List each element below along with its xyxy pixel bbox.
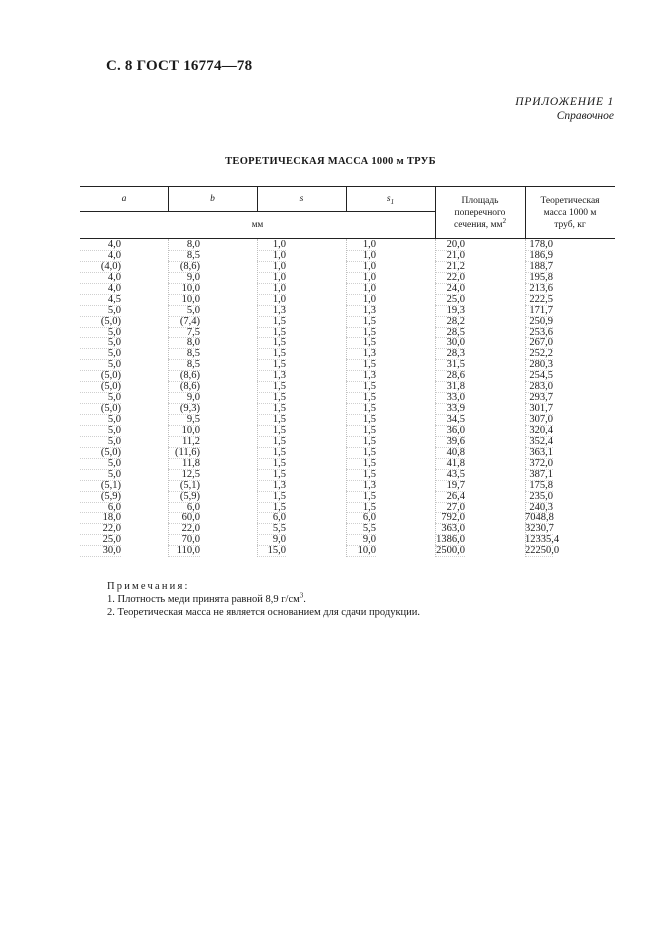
cell-area: 27,0 — [435, 502, 465, 514]
table-row — [80, 469, 615, 480]
table-row — [80, 512, 615, 523]
cell-mass: 235,0 — [525, 491, 553, 503]
cell-b: 9,0 — [168, 392, 200, 404]
cell-area: 25,0 — [435, 294, 465, 306]
cell-b: 5,0 — [168, 305, 200, 317]
cell-mass: 3230,7 — [525, 523, 554, 535]
table-row — [80, 502, 615, 513]
cell-mass: 175,8 — [525, 480, 553, 492]
column-header-s: s — [299, 194, 304, 204]
cell-s: 1,5 — [257, 337, 286, 349]
cell-s1: 1,0 — [346, 250, 376, 262]
cell-b: 6,0 — [168, 502, 200, 514]
note-1-sup: 3 — [299, 591, 304, 600]
cell-b: (5,1) — [168, 480, 200, 492]
table-row — [80, 250, 615, 261]
cell-b: 70,0 — [168, 534, 200, 546]
table-row — [80, 491, 615, 502]
cell-mass: 195,8 — [525, 272, 553, 284]
cell-area: 2500,0 — [436, 545, 465, 557]
cell-s: 1,5 — [257, 392, 286, 404]
table-row — [80, 447, 615, 458]
cell-mass: 293,7 — [525, 392, 553, 404]
column-header-s1: $s_1$ — [386, 194, 395, 206]
cell-s: 1,0 — [257, 261, 286, 273]
cell-a: 5,0 — [80, 414, 121, 426]
cell-s1: 1,5 — [346, 392, 376, 404]
cell-b: 60,0 — [168, 512, 200, 524]
area-column-header — [435, 187, 525, 238]
cell-b: 10,0 — [168, 294, 200, 306]
cell-s: 6,0 — [257, 512, 286, 524]
cell-area: 33,9 — [435, 403, 465, 415]
cell-s: 1,0 — [257, 272, 286, 284]
cell-a: 4,5 — [80, 294, 121, 306]
mass-column-header — [525, 187, 615, 238]
cell-mass: 254,5 — [525, 370, 553, 382]
table-header — [80, 186, 615, 239]
cell-a: (5,0) — [80, 447, 121, 459]
table-row — [80, 261, 615, 272]
cell-s1: 1,5 — [346, 458, 376, 470]
cell-mass: 7048,8 — [525, 512, 554, 524]
cell-mass: 280,3 — [525, 359, 553, 371]
table-row — [80, 403, 615, 414]
table-row — [80, 272, 615, 283]
cell-s: 1,3 — [257, 480, 286, 492]
cell-b: 8,0 — [168, 337, 200, 349]
body-column-divider — [525, 239, 526, 557]
cell-b: 12,5 — [168, 469, 200, 481]
cell-mass: 12335,4 — [525, 534, 560, 546]
table-row — [80, 425, 615, 436]
cell-area: 19,3 — [435, 305, 465, 317]
cell-b: 22,0 — [168, 523, 200, 535]
cell-a: (5,0) — [80, 370, 121, 382]
cell-a: 5,0 — [80, 392, 121, 404]
cell-s: 1,0 — [257, 250, 286, 262]
cell-s: 5,5 — [257, 523, 286, 535]
table-row — [80, 458, 615, 469]
cell-s1: 1,0 — [346, 239, 376, 251]
table-row — [80, 545, 615, 556]
cell-s1: 1,5 — [346, 436, 376, 448]
cell-s: 1,5 — [257, 348, 286, 360]
cell-s1: 1,3 — [346, 370, 376, 382]
table-body — [80, 239, 615, 556]
cell-mass: 252,2 — [525, 348, 553, 360]
cell-area: 363,0 — [435, 523, 465, 535]
cell-s: 1,3 — [257, 370, 286, 382]
cell-b: 9,0 — [168, 272, 200, 284]
cell-b: (11,6) — [168, 447, 200, 459]
cell-mass: 387,1 — [525, 469, 553, 481]
appendix-label: ПРИЛОЖЕНИЕ 1 — [515, 96, 614, 108]
cell-mass: 222,5 — [525, 294, 553, 306]
cell-s: 1,0 — [257, 294, 286, 306]
cell-s1: 1,0 — [346, 272, 376, 284]
table-row — [80, 337, 615, 348]
cell-s: 1,5 — [257, 491, 286, 503]
cell-s1: 1,0 — [346, 261, 376, 273]
cell-a: (5,0) — [80, 316, 121, 328]
table-row — [80, 392, 615, 403]
cell-area: 20,0 — [435, 239, 465, 251]
cell-area: 39,6 — [435, 436, 465, 448]
cell-s1: 1,5 — [346, 403, 376, 415]
cell-mass: 352,4 — [525, 436, 553, 448]
cell-s1: 1,5 — [346, 425, 376, 437]
cell-b: 8,5 — [168, 359, 200, 371]
table-row — [80, 534, 615, 545]
cell-s: 1,5 — [257, 469, 286, 481]
cell-a: 30,0 — [80, 545, 121, 557]
area-header-sup: 2 — [502, 216, 507, 225]
cell-b: 8,0 — [168, 239, 200, 251]
cell-s1: 9,0 — [346, 534, 376, 546]
cell-b: 10,0 — [168, 283, 200, 295]
notes-heading: Примечания: — [107, 581, 190, 592]
cell-a: 22,0 — [80, 523, 121, 535]
cell-s1: 6,0 — [346, 512, 376, 524]
cell-s1: 1,3 — [346, 348, 376, 360]
cell-a: 4,0 — [80, 250, 121, 262]
cell-s1: 1,5 — [346, 502, 376, 514]
cell-mass: 372,0 — [525, 458, 553, 470]
cell-s: 1,5 — [257, 458, 286, 470]
cell-s: 1,5 — [257, 436, 286, 448]
cell-b: (7,4) — [168, 316, 200, 328]
mass-header-line: труб, кг — [554, 219, 586, 230]
cell-mass: 178,0 — [525, 239, 553, 251]
page-header: С. 8 ГОСТ 16774—78 — [106, 58, 253, 74]
body-column-divider — [346, 239, 347, 557]
cell-a: 5,0 — [80, 458, 121, 470]
cell-mass: 320,4 — [525, 425, 553, 437]
body-column-divider — [257, 239, 258, 557]
mass-header-line: масса 1000 м — [543, 207, 597, 218]
table-row — [80, 414, 615, 425]
cell-mass: 22250,0 — [525, 545, 560, 557]
cell-area: 33,0 — [435, 392, 465, 404]
body-column-divider — [168, 239, 169, 557]
cell-mass: 307,0 — [525, 414, 553, 426]
cell-area: 26,4 — [435, 491, 465, 503]
cell-area: 21,0 — [435, 250, 465, 262]
cell-mass: 301,7 — [525, 403, 553, 415]
cell-mass: 363,1 — [525, 447, 553, 459]
cell-s: 1,5 — [257, 425, 286, 437]
cell-s: 1,5 — [257, 403, 286, 415]
cell-s: 1,5 — [257, 414, 286, 426]
cell-a: 5,0 — [80, 327, 121, 339]
area-header-line: Площадь — [461, 195, 499, 206]
appendix-type: Справочное — [556, 110, 614, 122]
cell-a: (5,0) — [80, 403, 121, 415]
cell-mass: 186,9 — [525, 250, 553, 262]
cell-s: 1,5 — [257, 359, 286, 371]
cell-s: 15,0 — [257, 545, 286, 557]
table-row — [80, 359, 615, 370]
cell-s: 9,0 — [257, 534, 286, 546]
table-row — [80, 316, 615, 327]
table-row — [80, 305, 615, 316]
cell-s1: 1,5 — [346, 469, 376, 481]
cell-b: 110,0 — [168, 545, 200, 557]
cell-a: 4,0 — [80, 272, 121, 284]
unit-label: мм — [251, 219, 264, 229]
cell-mass: 188,7 — [525, 261, 553, 273]
cell-s1: 1,3 — [346, 480, 376, 492]
cell-b: 8,5 — [168, 250, 200, 262]
cell-a: 5,0 — [80, 348, 121, 360]
column-divider — [257, 187, 258, 211]
cell-b: 7,5 — [168, 327, 200, 339]
cell-area: 28,6 — [435, 370, 465, 382]
cell-a: (5,1) — [80, 480, 121, 492]
cell-area: 792,0 — [435, 512, 465, 524]
cell-s: 1,3 — [257, 305, 286, 317]
note-1: 1. Плотность меди принята равной 8,9 $г/см^3$. — [107, 591, 306, 605]
mass-header-line: Теоретическая — [540, 195, 600, 206]
cell-a: 18,0 — [80, 512, 121, 524]
cell-s: 1,5 — [257, 381, 286, 393]
cell-area: 19,7 — [435, 480, 465, 492]
cell-s: 1,5 — [257, 502, 286, 514]
cell-area: 34,5 — [435, 414, 465, 426]
notes — [107, 580, 420, 619]
cell-b: (8,6) — [168, 261, 200, 273]
cell-mass: 253,6 — [525, 327, 553, 339]
cell-a: 5,0 — [80, 305, 121, 317]
cell-b: (8,6) — [168, 370, 200, 382]
table-row — [80, 523, 615, 534]
cell-mass: 283,0 — [525, 381, 553, 393]
column-divider — [168, 187, 169, 211]
note-2: 2. Теоретическая масса не является основанием для сдачи продукции. — [107, 607, 421, 618]
cell-mass: 213,6 — [525, 283, 553, 295]
table-title: ТЕОРЕТИЧЕСКАЯ МАССА 1000 м ТРУБ — [225, 156, 436, 167]
cell-b: 11,2 — [168, 436, 200, 448]
cell-a: (5,0) — [80, 381, 121, 393]
table-row — [80, 436, 615, 447]
mass-table — [80, 186, 615, 556]
cell-s: 1,0 — [257, 239, 286, 251]
table-row — [80, 239, 615, 250]
area-header-line: сечения, мм — [453, 219, 503, 230]
cell-a: (5,9) — [80, 491, 121, 503]
cell-a: 4,0 — [80, 239, 121, 251]
cell-area: 36,0 — [435, 425, 465, 437]
column-header-a: a — [121, 194, 127, 204]
column-header-b: b — [210, 194, 215, 204]
cell-area: 31,5 — [435, 359, 465, 371]
cell-a: 5,0 — [80, 469, 121, 481]
area-header-line: поперечного — [454, 207, 506, 218]
cell-s1: 1,0 — [346, 294, 376, 306]
cell-area: 24,0 — [435, 283, 465, 295]
cell-s1: 1,0 — [346, 283, 376, 295]
cell-a: (4,0) — [80, 261, 121, 273]
cell-a: 5,0 — [80, 359, 121, 371]
cell-area: 30,0 — [435, 337, 465, 349]
cell-s1: 1,3 — [346, 305, 376, 317]
cell-b: (5,9) — [168, 491, 200, 503]
cell-s1: 1,5 — [346, 337, 376, 349]
body-column-divider — [435, 239, 436, 557]
table-row — [80, 294, 615, 305]
cell-s1: 1,5 — [346, 327, 376, 339]
cell-s: 1,5 — [257, 327, 286, 339]
cell-b: (8,6) — [168, 381, 200, 393]
cell-area: 22,0 — [435, 272, 465, 284]
cell-area: 43,5 — [435, 469, 465, 481]
cell-b: 8,5 — [168, 348, 200, 360]
cell-area: 41,8 — [435, 458, 465, 470]
cell-mass: 250,9 — [525, 316, 553, 328]
cell-s1: 1,5 — [346, 414, 376, 426]
cell-s1: 10,0 — [346, 545, 376, 557]
table-row — [80, 381, 615, 392]
cell-a: 5,0 — [80, 436, 121, 448]
cell-area: 21,2 — [435, 261, 465, 273]
cell-s1: 1,5 — [346, 447, 376, 459]
cell-mass: 171,7 — [525, 305, 553, 317]
table-row — [80, 370, 615, 381]
cell-b: 10,0 — [168, 425, 200, 437]
cell-b: (9,3) — [168, 403, 200, 415]
cell-s: 1,0 — [257, 283, 286, 295]
cell-area: 28,5 — [435, 327, 465, 339]
cell-s1: 5,5 — [346, 523, 376, 535]
cell-s: 1,5 — [257, 447, 286, 459]
cell-s1: 1,5 — [346, 359, 376, 371]
cell-area: 1386,0 — [436, 534, 465, 546]
table-row — [80, 348, 615, 359]
cell-s1: 1,5 — [346, 491, 376, 503]
cell-area: 28,3 — [435, 348, 465, 360]
cell-s: 1,5 — [257, 316, 286, 328]
cell-a: 5,0 — [80, 425, 121, 437]
appendix-block — [515, 95, 614, 123]
cell-mass: 267,0 — [525, 337, 553, 349]
table-row — [80, 480, 615, 491]
table-row — [80, 327, 615, 338]
cell-area: 31,8 — [435, 381, 465, 393]
cell-s1: 1,5 — [346, 381, 376, 393]
cell-b: 9,5 — [168, 414, 200, 426]
cell-area: 40,8 — [435, 447, 465, 459]
cell-b: 11,8 — [168, 458, 200, 470]
cell-mass: 240,3 — [525, 502, 553, 514]
cell-a: 4,0 — [80, 283, 121, 295]
cell-a: 6,0 — [80, 502, 121, 514]
cell-a: 25,0 — [80, 534, 121, 546]
cell-a: 5,0 — [80, 337, 121, 349]
cell-s1: 1,5 — [346, 316, 376, 328]
cell-area: 28,2 — [435, 316, 465, 328]
table-row — [80, 283, 615, 294]
column-divider — [346, 187, 347, 211]
